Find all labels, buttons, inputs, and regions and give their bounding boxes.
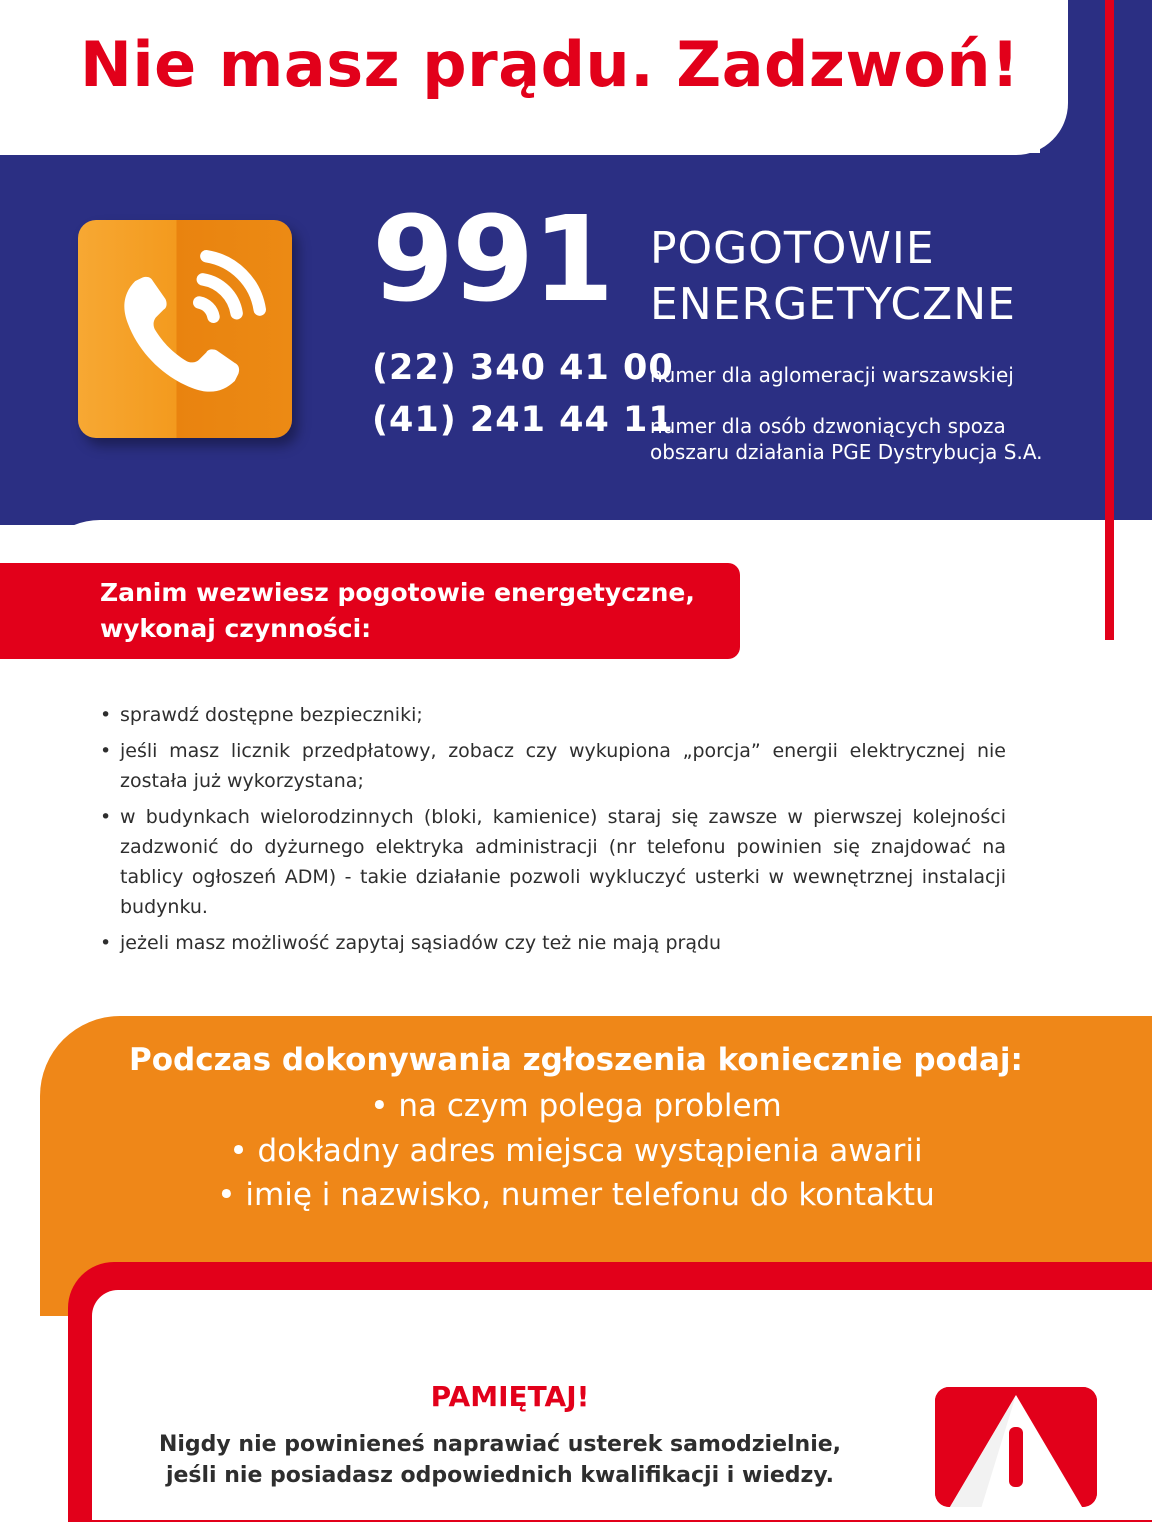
warning-icon-graphic bbox=[935, 1387, 1097, 1507]
report-title: Podczas dokonywania zgłoszenia koniecznie podaj: bbox=[129, 1042, 1023, 1078]
reminder-title: PAMIĘTAJ! bbox=[430, 1380, 590, 1413]
list-item: • w budynkach wielorodzinnych (bloki, kamienice) staraj się zawsze w pierwszej kolejności zadzwonić do dyżurnego elektryka administracji (nr telefonu powinien się znajdować na tablicy ogłoszeń ADM) - takie działanie pozwoli wykluczyć usterki w wewnętrznej instalacji budynku. bbox=[100, 802, 1006, 922]
phone-ringing-icon bbox=[78, 220, 292, 438]
list-item: • jeśli masz licznik przedpłatowy, zobacz czy wykupiona „porcja” energii elektrycznej nie została już wykorzystana; bbox=[100, 736, 1006, 796]
list-item: • jeżeli masz możliwość zapytaj sąsiadów czy też nie mają prądu bbox=[100, 928, 1006, 958]
red-stripe bbox=[1105, 0, 1114, 640]
phone-ringing-icon-graphic bbox=[96, 242, 274, 420]
emergency-number: 991 bbox=[372, 190, 613, 328]
page-title: Nie masz prądu. Zadzwoń! bbox=[80, 28, 1020, 101]
report-item: • dokładny adres miejsca wystąpienia awarii bbox=[229, 1133, 923, 1169]
phone-number-outside: (41) 241 44 11 bbox=[372, 400, 674, 440]
phone-description-outside-line2: obszaru działania PGE Dystrybucja S.A. bbox=[650, 440, 1043, 464]
reminder-line1: Nigdy nie powinieneś naprawiać usterek samodzielnie, bbox=[158, 1432, 842, 1457]
warning-icon bbox=[935, 1387, 1097, 1507]
service-name-line2: ENERGETYCZNE bbox=[650, 279, 1016, 330]
service-name-line1: POGOTOWIE bbox=[650, 223, 935, 274]
phone-description-outside-line1: numer dla osób dzwoniących spoza bbox=[650, 414, 1006, 438]
before-call-list bbox=[100, 700, 1006, 964]
before-call-title-line2: wykonaj czynności: bbox=[100, 614, 372, 643]
before-call-title-line1: Zanim wezwiesz pogotowie energetyczne, bbox=[100, 578, 695, 607]
phone-description-warsaw: numer dla aglomeracji warszawskiej bbox=[650, 363, 1014, 387]
report-item: • na czym polega problem bbox=[370, 1088, 782, 1124]
list-item: • sprawdź dostępne bezpieczniki; bbox=[100, 700, 1006, 730]
phone-description-outside bbox=[650, 413, 1043, 465]
reminder-line2: jeśli nie posiadasz odpowiednich kwalifikacji i wiedzy. bbox=[165, 1463, 835, 1488]
report-item: • imię i nazwisko, numer telefonu do kontaktu bbox=[217, 1177, 935, 1213]
phone-number-warsaw: (22) 340 41 00 bbox=[372, 348, 674, 388]
